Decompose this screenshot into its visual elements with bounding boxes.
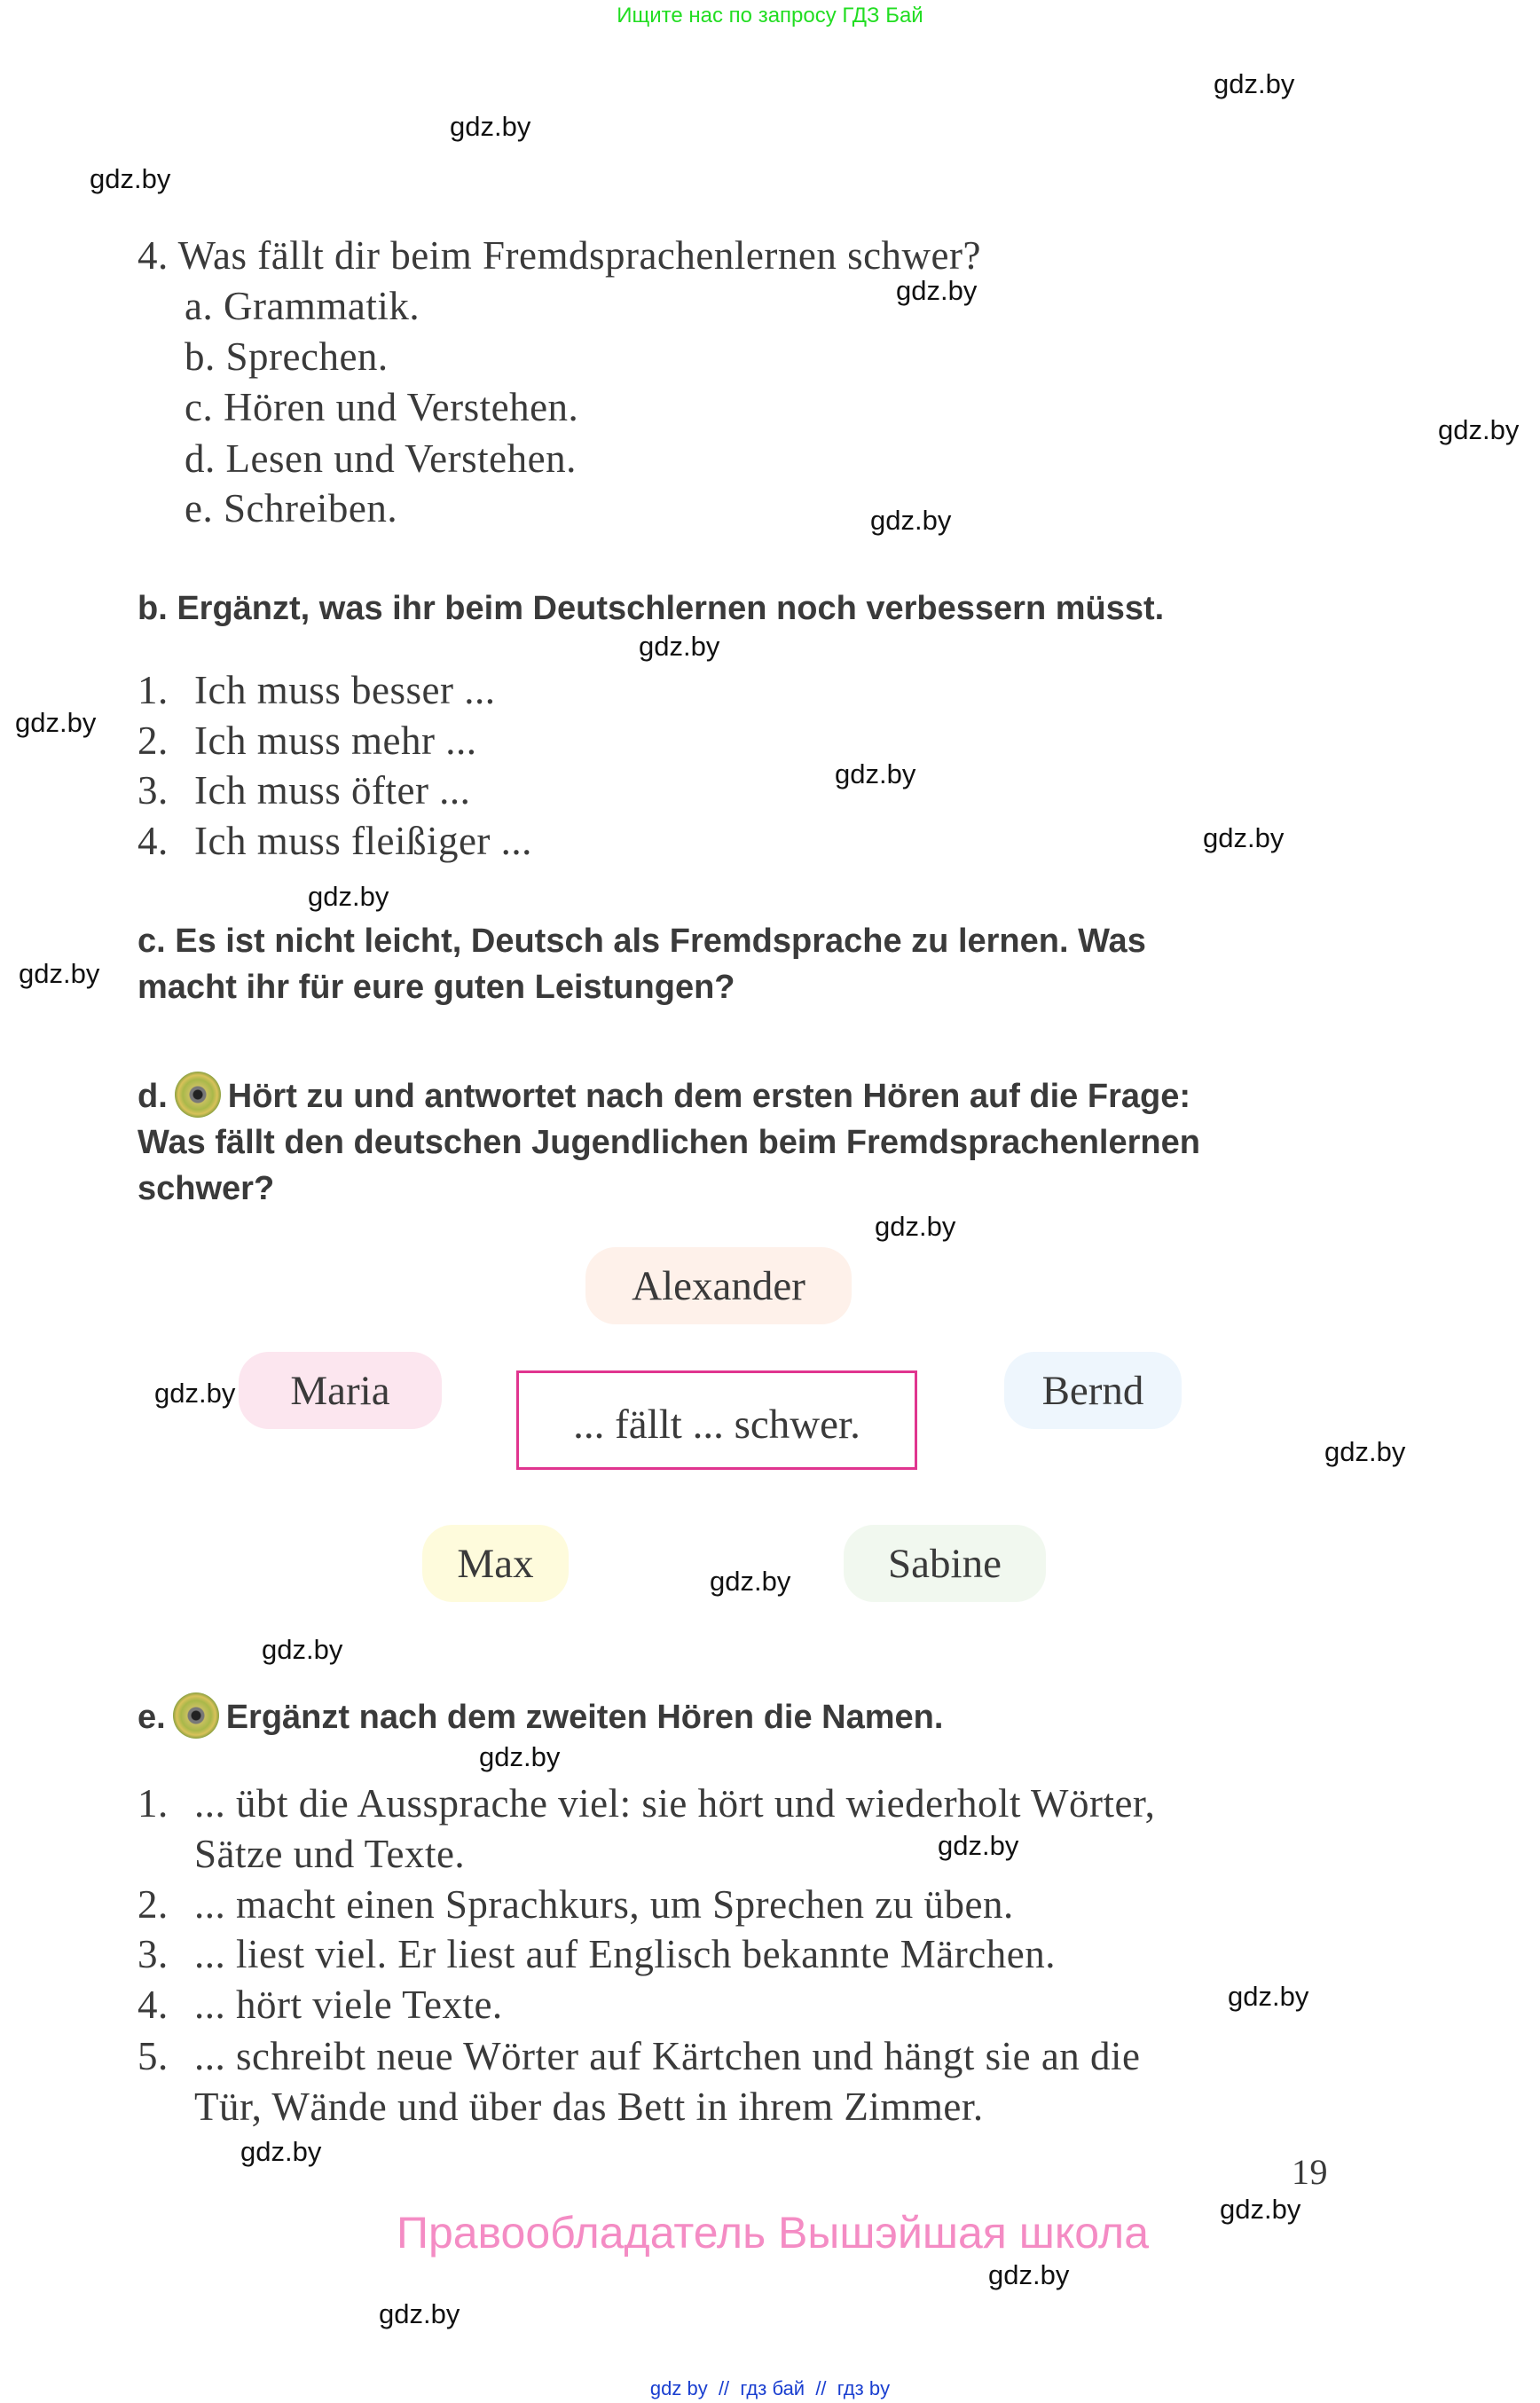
- item-text: Ich muss öfter ...: [194, 768, 471, 813]
- task-d-line-2: Was fällt den deutschen Jugendlichen beim Fremdsprachenlernen: [138, 1124, 1200, 1161]
- watermark: gdz.by: [154, 1378, 236, 1409]
- name-bubble-sabine: Sabine: [844, 1525, 1046, 1602]
- list-item-continuation: Sätze und Texte.: [194, 1832, 466, 1876]
- option-a: a. Grammatik.: [185, 284, 420, 328]
- watermark: gdz.by: [15, 707, 97, 738]
- task-b-heading: b. Ergänzt, was ihr beim Deutschlernen noch verbessern müsst.: [138, 590, 1165, 627]
- watermark: gdz.by: [379, 2298, 460, 2329]
- task-d-line-3: schwer?: [138, 1170, 275, 1207]
- task-e-text: Ergänzt nach dem zweiten Hören die Namen.: [225, 1699, 944, 1736]
- item-text: ... hört viele Texte.: [194, 1983, 503, 2027]
- watermark: gdz.by: [19, 958, 100, 989]
- watermark: gdz.by: [1438, 414, 1520, 445]
- watermark: gdz.by: [90, 163, 171, 194]
- watermark: gdz.by: [938, 1830, 1019, 1861]
- watermark: gdz.by: [875, 1211, 956, 1242]
- item-number: 1.: [138, 668, 169, 712]
- item-text: Ich muss besser ...: [194, 668, 496, 712]
- copyright-notice: Правообладатель Вышэйшая школа: [397, 2208, 1149, 2258]
- name-bubble-bernd: Bernd: [1004, 1352, 1182, 1429]
- item-text: Ich muss mehr ...: [194, 719, 477, 763]
- list-item: [138, 1932, 1056, 1976]
- item-number: 4.: [138, 819, 169, 863]
- question-4-title: 4. Was fällt dir beim Fremdsprachenlernen schwer?: [138, 233, 981, 278]
- task-c-line-1: c. Es ist nicht leicht, Deutsch als Fremdsprache zu lernen. Was: [138, 923, 1146, 960]
- item-number: 2.: [138, 719, 169, 763]
- list-item: [138, 668, 495, 712]
- watermark: gdz.by: [1214, 68, 1295, 99]
- option-b: b. Sprechen.: [185, 334, 389, 379]
- audio-cd-icon[interactable]: [175, 1072, 221, 1118]
- task-d-question: Hört zu und antwortet nach dem ersten Hören auf die Frage:: [227, 1078, 1191, 1115]
- task-e-label: e.: [138, 1699, 166, 1736]
- item-number: 1.: [138, 1781, 169, 1826]
- list-item: [138, 1882, 1014, 1927]
- task-c-line-2: macht ihr für eure guten Leistungen?: [138, 969, 735, 1006]
- watermark: gdz.by: [639, 631, 720, 662]
- option-d: d. Lesen und Verstehen.: [185, 436, 577, 481]
- list-item: [138, 819, 532, 863]
- list-item: [138, 2034, 1141, 2078]
- watermark: gdz.by: [262, 1634, 343, 1665]
- item-text: ... übt die Aussprache viel: sie hört und wiederholt Wörter,: [194, 1781, 1156, 1826]
- task-d-label: d.: [138, 1078, 168, 1115]
- watermark: gdz.by: [240, 2136, 322, 2167]
- audio-cd-icon[interactable]: [173, 1692, 219, 1739]
- footer-links[interactable]: gdz by // гдз бай // гдз by: [649, 2377, 891, 2399]
- item-number: 4.: [138, 1983, 169, 2027]
- item-text: ... schreibt neue Wörter auf Kärtchen und hängt sie an die: [194, 2034, 1141, 2078]
- task-e-heading: [138, 1698, 943, 1739]
- watermark: gdz.by: [896, 275, 978, 306]
- item-number: 3.: [138, 1932, 169, 1976]
- item-text: Ich muss fleißiger ...: [194, 819, 532, 863]
- list-item: [138, 1983, 503, 2027]
- center-phrase-box: ... fällt ... schwer.: [516, 1370, 917, 1470]
- task-d-line-1: [138, 1077, 1190, 1118]
- name-bubble-max: Max: [422, 1525, 569, 1602]
- watermark: gdz.by: [450, 111, 531, 142]
- item-number: 5.: [138, 2034, 169, 2078]
- watermark: gdz.by: [870, 505, 952, 536]
- watermark: gdz.by: [1324, 1436, 1406, 1467]
- list-item: [138, 1781, 1155, 1826]
- item-text: ... macht einen Sprachkurs, um Sprechen zu üben.: [194, 1882, 1014, 1927]
- search-banner: Ищите нас по запросу ГДЗ Бай: [617, 4, 923, 27]
- watermark: gdz.by: [1203, 822, 1285, 853]
- item-text: ... liest viel. Er liest auf Englisch bekannte Märchen.: [194, 1932, 1056, 1976]
- name-bubble-maria: Maria: [239, 1352, 442, 1429]
- watermark: gdz.by: [308, 881, 389, 912]
- watermark: gdz.by: [479, 1741, 561, 1772]
- watermark: gdz.by: [835, 758, 916, 789]
- watermark: gdz.by: [988, 2259, 1070, 2290]
- option-c: c. Hören und Verstehen.: [185, 385, 579, 429]
- watermark: gdz.by: [710, 1566, 791, 1597]
- watermark: gdz.by: [1220, 2194, 1301, 2225]
- item-number: 2.: [138, 1882, 169, 1927]
- item-number: 3.: [138, 768, 169, 813]
- list-item-continuation: Tür, Wände und über das Bett in ihrem Zimmer.: [194, 2085, 984, 2129]
- list-item: [138, 768, 470, 813]
- watermark: gdz.by: [1228, 1981, 1309, 2012]
- name-bubble-alexander: Alexander: [585, 1247, 852, 1324]
- option-e: e. Schreiben.: [185, 486, 398, 530]
- list-item: [138, 719, 476, 763]
- page-number: 19: [1292, 2152, 1328, 2192]
